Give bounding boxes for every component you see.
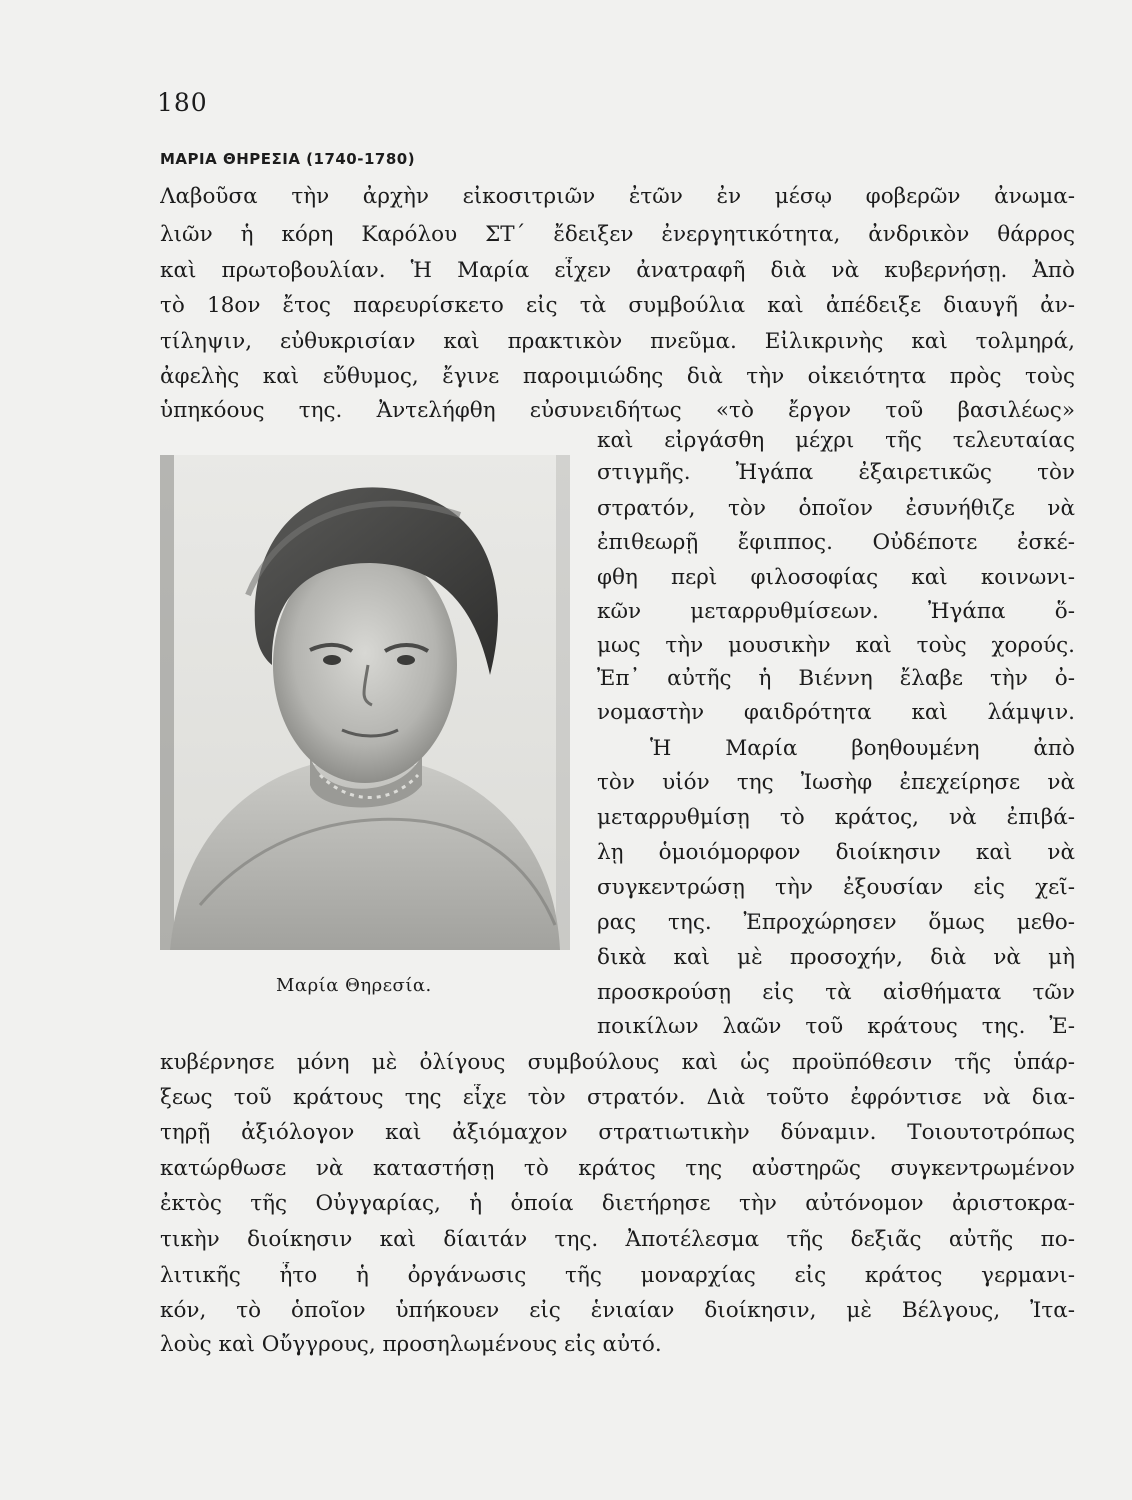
text-line: Ἐπ᾽ αὐτῆς ἡ Βιέννη ἔλαβε τὴν ὀ- (597, 666, 1075, 691)
text-line: Λαβοῦσα τὴν ἀρχὴν εἰκοσιτριῶν ἐτῶν ἐν μέσῳ φοβερῶν ἀνωμα- (160, 184, 1075, 209)
text-line: ξεως τοῦ κράτους της εἶχε τὸν στρατόν. Διὰ τοῦτο ἐφρόντισε νὰ δια- (160, 1085, 1075, 1110)
text-line: Ἡ Μαρία βοηθουμένη ἀπὸ (650, 736, 1075, 761)
text-line: στιγμῆς. Ἠγάπα ἐξαιρετικῶς τὸν (597, 460, 1075, 485)
text-line: τίληψιν, εὐθυκρισίαν καὶ πρακτικὸν πνεῦμα. Εἰλικρινὴς καὶ τολμηρά, (160, 329, 1075, 354)
page-number: 180 (157, 88, 208, 117)
text-line: στρατόν, τὸν ὁποῖον ἐσυνήθιζε νὰ (597, 496, 1075, 521)
text-line: κατώρθωσε νὰ καταστήσῃ τὸ κράτος της αὐστηρῶς συγκεντρωμένον (160, 1156, 1075, 1181)
portrait-image (160, 455, 570, 950)
text-line: ποικίλων λαῶν τοῦ κράτους της. Ἐ- (597, 1014, 1075, 1039)
text-line: τὸ 18ον ἔτος παρευρίσκετο εἰς τὰ συμβούλια καὶ ἀπέδειξε διαυγῆ ἀν- (160, 293, 1075, 318)
text-line: καὶ πρωτοβουλίαν. Ἡ Μαρία εἶχεν ἀνατραφῆ διὰ νὰ κυβερνήσῃ. Ἀπὸ (160, 258, 1075, 283)
text-line: ρας της. Ἐπροχώρησεν ὅμως μεθο- (597, 910, 1075, 935)
text-line: λιῶν ἡ κόρη Καρόλου ΣΤ΄ ἔδειξεν ἐνεργητικότητα, ἀνδρικὸν θάρρος (160, 222, 1075, 247)
section-heading: ΜΑΡΙΑ ΘΗΡΕΣΙΑ (1740-1780) (160, 150, 416, 168)
text-line: δικὰ καὶ μὲ προσοχήν, διὰ νὰ μὴ (597, 945, 1075, 970)
text-line: ἐκτὸς τῆς Οὐγγαρίας, ἡ ὁποία διετήρησε τὴν αὐτόνομον ἀριστοκρα- (160, 1191, 1075, 1216)
text-line: προσκρούσῃ εἰς τὰ αἰσθήματα τῶν (597, 980, 1075, 1005)
text-line: ἐπιθεωρῇ ἔφιππος. Οὐδέποτε ἐσκέ- (597, 530, 1075, 555)
text-line: κόν, τὸ ὁποῖον ὑπήκουεν εἰς ἑνιαίαν διοίκησιν, μὲ Βέλγους, Ἰτα- (160, 1298, 1075, 1323)
text-line: τὸν υἱόν της Ἰωσὴφ ἐπεχείρησε νὰ (597, 770, 1075, 795)
portrait-engraving-icon (160, 455, 570, 950)
text-line: λῃ ὁμοιόμορφον διοίκησιν καὶ νὰ (597, 840, 1075, 865)
text-line: τηρῇ ἀξιόλογον καὶ ἀξιόμαχον στρατιωτικὴν δύναμιν. Τοιουτοτρόπως (160, 1120, 1075, 1145)
portrait-caption: Μαρία Θηρεσία. (276, 975, 432, 996)
text-line: μεταρρυθμίσῃ τὸ κράτος, νὰ ἐπιβά- (597, 805, 1075, 830)
text-line: κῶν μεταρρυθμίσεων. Ἠγάπα ὅ- (597, 599, 1075, 624)
text-line: καὶ εἰργάσθη μέχρι τῆς τελευταίας (597, 428, 1075, 453)
text-line: συγκεντρώσῃ τὴν ἐξουσίαν εἰς χεῖ- (597, 875, 1075, 900)
text-line: τικὴν διοίκησιν καὶ δίαιτάν της. Ἀποτέλεσμα τῆς δεξιᾶς αὐτῆς πο- (160, 1227, 1075, 1252)
text-line: κυβέρνησε μόνη μὲ ὀλίγους συμβούλους καὶ ὡς προϋπόθεσιν τῆς ὑπάρ- (160, 1050, 1075, 1075)
text-line: λοὺς καὶ Οὔγγρους, προσηλωμένους εἰς αὐτό. (160, 1332, 662, 1357)
text-line: μως τὴν μουσικὴν καὶ τοὺς χορούς. (597, 633, 1075, 658)
text-line: ἀφελὴς καὶ εὔθυμος, ἔγινε παροιμιώδης διὰ τὴν οἰκειότητα πρὸς τοὺς (160, 364, 1075, 389)
text-line: φθη περὶ φιλοσοφίας καὶ κοινωνι- (597, 565, 1075, 590)
text-line: λιτικῆς ἦτο ἡ ὀργάνωσις τῆς μοναρχίας εἰς κράτος γερμανι- (160, 1263, 1075, 1288)
text-line: ὑπηκόους της. Ἀντελήφθη εὐσυνειδήτως «τὸ ἔργον τοῦ βασιλέως» (160, 398, 1075, 423)
text-line: νομαστὴν φαιδρότητα καὶ λάμψιν. (597, 700, 1075, 725)
